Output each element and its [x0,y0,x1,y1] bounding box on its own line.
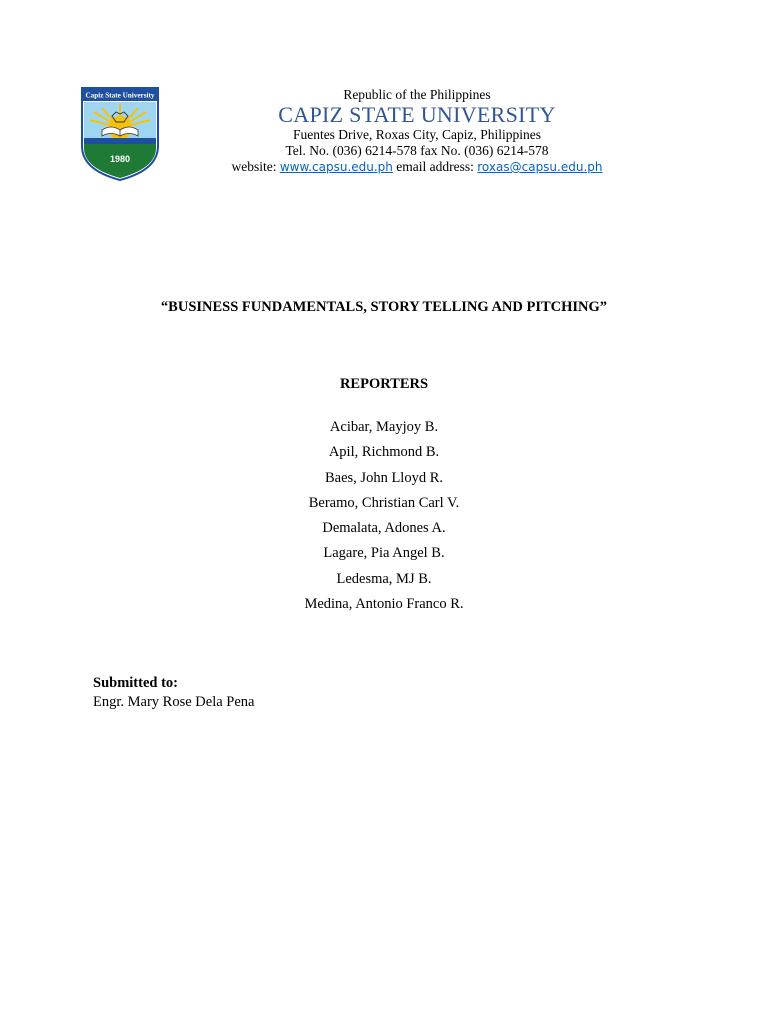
list-item: Baes, John Lloyd R. [324,469,443,486]
website-link[interactable]: www.capsu.edu.ph [279,160,393,174]
letterhead [200,86,634,175]
reporters-heading: REPORTERS [339,376,429,392]
list-item: Acibar, Mayjoy B. [329,419,439,435]
email-link[interactable]: roxas@capsu.edu.ph [477,160,603,174]
contact-line [200,159,634,175]
list-item: Beramo, Christian Carl V. [308,494,460,511]
seal-icon [80,86,160,182]
tel-line: Tel. No. (036) 6214-578 fax No. (036) 6214-578 [285,143,549,158]
address-line: Fuentes Drive, Roxas City, Capiz, Philippines [292,127,542,142]
list-item: Demalata, Adones A. [322,520,446,537]
list-item: Lagare, Pia Angel B. [323,545,445,562]
document-title: “BUSINESS FUNDAMENTALS, STORY TELLING AND PITCHING” [160,299,608,315]
list-item: Medina, Antonio Franco R. [304,596,464,613]
republic-line: Republic of the Philippines [343,87,491,102]
seal-year-text: 1980 [109,154,131,164]
list-item: Apil, Richmond B. [328,444,440,461]
submitted-name: Engr. Mary Rose Dela Pena [93,694,255,710]
university-name: CAPIZ STATE UNIVERSITY [278,102,556,127]
seal-banner-text: Capiz State University [85,91,155,100]
website-label: website: [231,159,280,174]
reporters-list [0,415,768,617]
email-label: email address: [392,159,478,174]
submitted-block [93,674,254,712]
submitted-label: Submitted to: [93,675,178,691]
list-item: Ledesma, MJ B. [336,570,432,587]
university-seal-logo [80,86,160,182]
